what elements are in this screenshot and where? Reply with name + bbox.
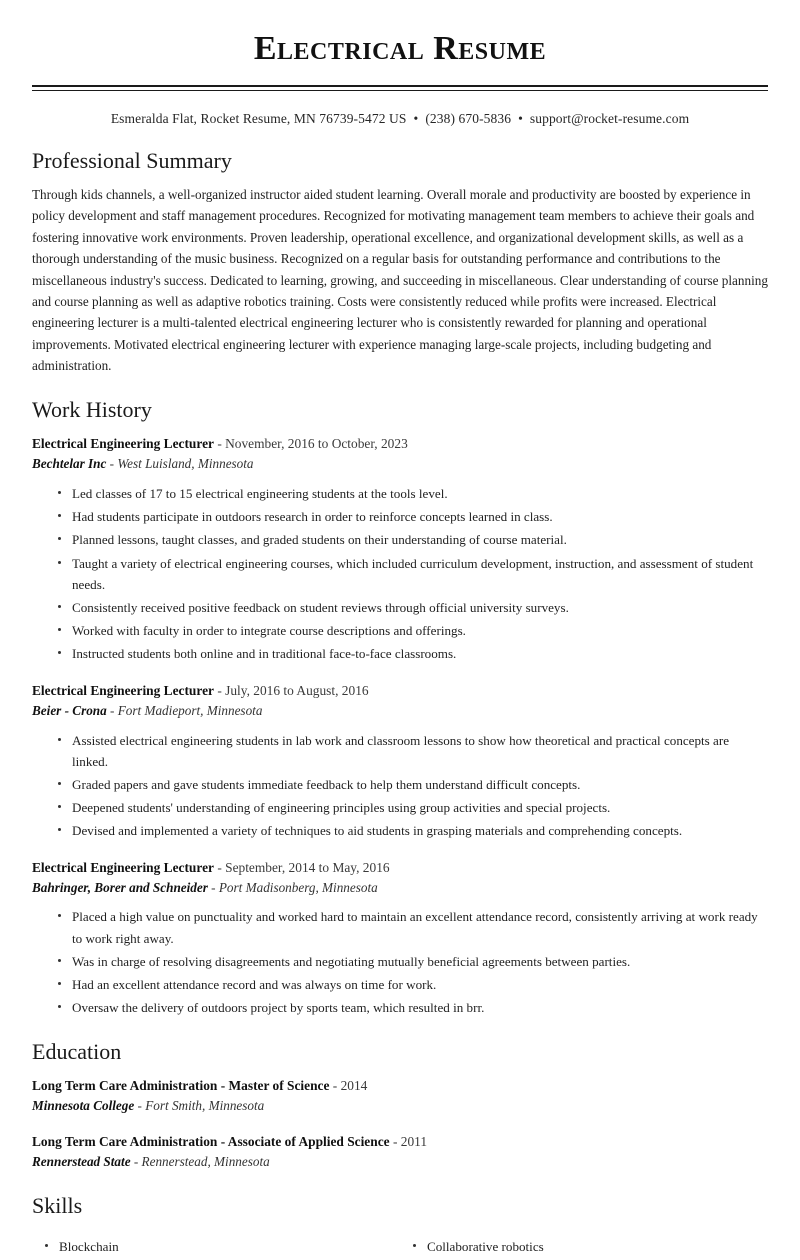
section-education [32,1038,768,1171]
summary-paragraph: Through kids channels, a well-organized instructor aided student learning. Overall morale and productivity are boosted by experience in policy development and staff management procedures. Recognized for motivating management team members to achieve their goals and fostering innovative work environments. Proven leadership, operational excellence, and organizational development skills, as well as a thorough understanding of the music business. Recognized on a regular basis for outstanding performance and contributions to the miscellaneous industry's success. Dedicated to learning, growing, and succeeding in miscellaneous. Clear understanding of course planning and course planning as well as adaptive robotics training. Costs were consistently reduced while profits were increased. Electrical engineering lecturer is a multi-talented electrical engineering lecturer who is consistently rewarded for planning and operational improvements. Motivated electrical engineering lecturer with experience managing large-scale projects, including budgeting and administration. [32,187,768,374]
job-location: Port Madisonberg, Minnesota [218,879,378,895]
bullet-item: Devised and implemented a variety of techniques to aid students in grasping materials and comprehending concepts. [58,820,768,841]
education-list [32,1076,768,1172]
job-dates: September, 2014 to May, 2016 [225,859,390,875]
education-subheader [32,1152,768,1172]
job-dates: November, 2016 to October, 2023 [225,436,408,452]
bullet-item: Taught a variety of electrical engineering courses, which included curriculum development, instruction, and assessment of student needs. [58,553,768,595]
bullet-item: Planned lessons, taught classes, and graded students on their understanding of course material. [58,529,768,550]
skills-list-left [32,1236,400,1257]
bullet-item: Had an excellent attendance record and was always on time for work. [58,974,768,995]
job-header [32,434,768,454]
education-school-dash: - [130,1154,142,1170]
section-professional-summary [32,147,768,377]
education-degree-dash: - [389,1133,401,1149]
education-year: 2011 [400,1133,428,1149]
divider-rule-thick [32,85,768,87]
section-heading-skills: Skills [32,1192,83,1218]
job-title-dash: - [213,682,226,698]
job-title: Electrical Engineering Lecturer [32,859,214,875]
bullet-item: Worked with faculty in order to integrate course descriptions and offerings. [58,620,768,641]
bullet-item: Deepened students' understanding of engineering principles using group activities and special projects. [58,797,768,818]
skill-item: Collaborative robotics [413,1236,768,1257]
contact-separator-1: • [413,110,419,126]
education-subheader [32,1096,768,1116]
section-skills [32,1192,768,1260]
section-work-history [32,396,768,1018]
education-school-dash: - [134,1098,146,1114]
job-dates: July, 2016 to August, 2016 [225,682,369,698]
contact-separator-2: • [518,110,523,126]
page-title: Electrical Resume [253,30,547,67]
bullet-item: Had students participate in outdoors research in order to reinforce concepts learned in class. [58,506,768,527]
contact-phone: (238) 670-5836 [425,110,512,126]
contact-info [32,111,768,127]
job-company: Beier - Crona [32,702,107,718]
bullet-item: Consistently received positive feedback on student reviews through official university surveys. [58,597,768,618]
education-location: Rennerstead, Minnesota [141,1154,270,1170]
job-location: Fort Madieport, Minnesota [117,702,263,718]
education-degree: Long Term Care Administration - Master of Science [32,1078,330,1094]
contact-email: support@rocket-resume.com [529,110,690,126]
skills-columns [32,1229,768,1259]
bullet-item: Instructed students both online and in traditional face-to-face classrooms. [58,643,768,664]
education-degree-dash: - [329,1078,341,1094]
work-history-list [32,434,768,1018]
bullet-list [32,906,768,1018]
skills-column-right [400,1229,768,1259]
bullet-list [32,730,768,842]
education-year: 2014 [340,1078,368,1094]
education-school: Minnesota College [32,1098,135,1114]
work-history-entry [32,681,768,842]
skills-column-left [32,1229,400,1259]
work-history-entry [32,858,768,1019]
job-company: Bahringer, Borer and Schneider [32,879,208,895]
job-location: West Luisland, Minnesota [117,456,254,472]
job-title-dash: - [213,859,226,875]
job-subheader [32,701,768,721]
bullet-item: Oversaw the delivery of outdoors project by sports team, which resulted in brr. [58,997,768,1018]
job-company-dash: - [106,456,118,472]
divider-rule-thin [32,90,768,91]
section-heading-summary: Professional Summary [32,147,232,173]
education-header [32,1132,768,1152]
education-entry [32,1132,768,1172]
education-entry [32,1076,768,1116]
bullet-item: Placed a high value on punctuality and worked hard to maintain an excellent attendance record, consistently arriving at work ready to work right away. [58,906,768,948]
resume-page [0,28,800,1260]
section-heading-education: Education [32,1039,122,1065]
job-title: Electrical Engineering Lecturer [32,682,214,698]
section-heading-work-history: Work History [32,397,152,423]
bullet-item: Graded papers and gave students immediate feedback to help them understand difficult concepts. [58,774,768,795]
bullet-item: Led classes of 17 to 15 electrical engineering students at the tools level. [58,483,768,504]
job-company: Bechtelar Inc [32,456,107,472]
job-subheader [32,454,768,474]
skill-item: Blockchain [45,1236,400,1257]
work-history-entry [32,434,768,665]
job-company-dash: - [106,702,118,718]
skills-list-right [400,1236,768,1257]
bullet-item: Assisted electrical engineering students in lab work and classroom lessons to show how theoretical and practical concepts are linked. [58,730,768,772]
bullet-item: Was in charge of resolving disagreements and negotiating mutually beneficial agreements between parties. [58,951,768,972]
education-degree: Long Term Care Administration - Associate of Applied Science [32,1133,390,1149]
job-subheader [32,878,768,898]
bullet-list [32,483,768,665]
job-header [32,858,768,878]
education-header [32,1076,768,1096]
job-title: Electrical Engineering Lecturer [32,436,214,452]
job-header [32,681,768,701]
education-location: Fort Smith, Minnesota [145,1098,265,1114]
education-school: Rennerstead State [32,1154,131,1170]
job-company-dash: - [207,879,219,895]
job-title-dash: - [213,436,226,452]
contact-address: Esmeralda Flat, Rocket Resume, MN 76739-5472 US [110,110,407,126]
header-divider [32,85,768,91]
